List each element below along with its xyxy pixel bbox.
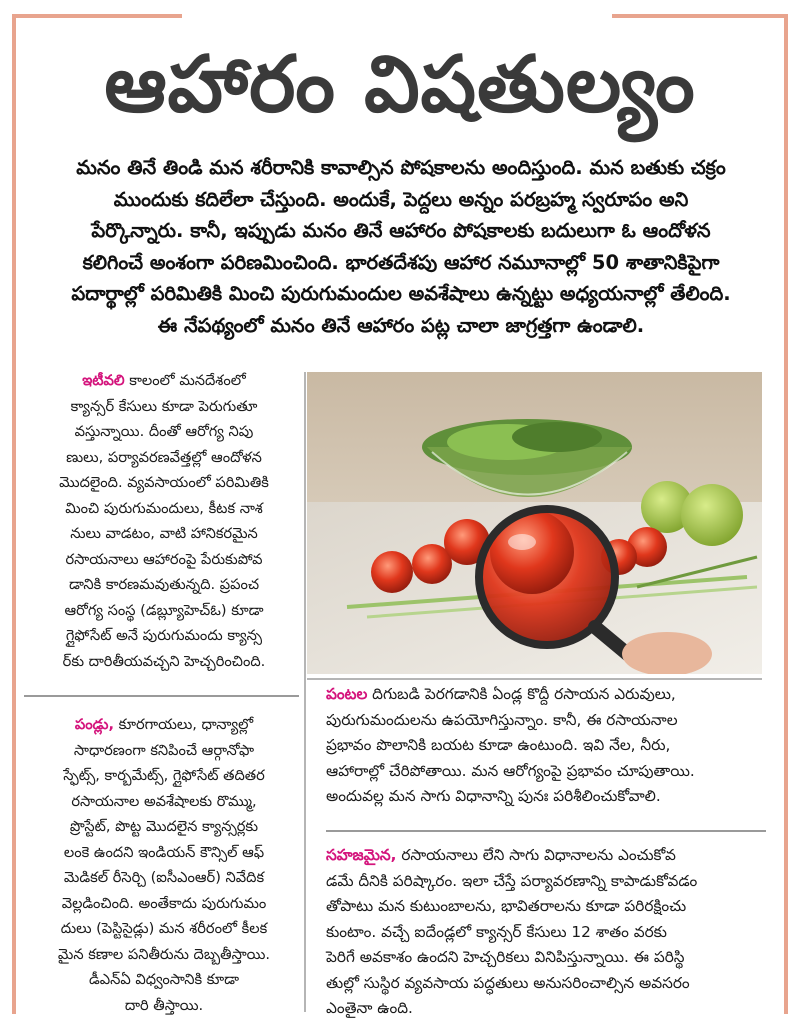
column-divider (304, 372, 306, 1012)
frame-top-left (12, 14, 182, 18)
section-4-line: పెరిగే అవకాశం ఉందని హెచ్చరికలు వినిపిస్తున్నాయి. ఈ పరిస్థి (326, 948, 685, 966)
intro-line: పదార్థాల్లో పరిమితికి మించి పురుగుమందుల అవశేషాలు ఉన్నట్టు అధ్యయనాల్లో తేలింది. (71, 282, 731, 305)
section-2-line: దారి తీస్తాయి. (124, 996, 204, 1014)
section-4-line: కుంటాం. వచ్చే ఐదేండ్లలో క్యాన్సర్ కేసులు 12 శాతం వరకు (326, 922, 667, 941)
section-3-line: ఆహారాల్లో చేరిపోతాయి. మన ఆరోగ్యంపై ప్రభావం చూపుతాయి. (326, 761, 695, 780)
section-2-line: రసాయనాల అవశేషాలకు రొమ్ము, (71, 792, 257, 810)
section-1-line: ర్‌కు దారితీయవచ్చని హెచ్చరించింది. (62, 652, 266, 670)
section-4-line-first (326, 843, 766, 869)
right-divider (326, 830, 766, 832)
photo-illustration (307, 372, 762, 674)
section-1-line: మొదలైంది. వ్యవసాయంలో పరిమితికి (59, 474, 269, 491)
section-2-line: వెల్లడించింది. అంతేకాదు పురుగుమం (61, 894, 267, 912)
section-3-line-first (326, 682, 766, 708)
section-2-line-first (30, 712, 298, 738)
section-4-line: ఎంతైనా ఉంది. (326, 999, 413, 1017)
intro-line: ముందుకు కదిలేలా చేస్తుంది. అందుకే, పెద్దలు అన్నం పరబ్రహ్మ స్వరూపం అని (113, 187, 689, 211)
section-4-line: తోపాటు మన కుటుంబాలను, భావితరాలను కూడా పరిరక్షించు (326, 897, 687, 915)
section-2-line: డీఎన్ఏ విధ్వంసానికి కూడా (88, 971, 240, 988)
frame-left (12, 14, 16, 1014)
section-4-line: డమే దీనికి పరిష్కారం. ఇలా చేస్తే పర్యావరణాన్ని కాపాడుకోవడం (326, 871, 698, 890)
section-3-first-rest: దిగుబడి పెరగడానికి ఏండ్ల కొద్దీ రసాయన ఎరువులు, (367, 685, 676, 703)
section-1-line: నులు వాడటం, వాటి హానికరమైన (70, 525, 258, 542)
section-2-line: స్ఫేట్స్, కార్బమేట్స్, గ్లైఫోసేట్ తదితర (63, 767, 265, 784)
section-4-lead: సహజమైన, (326, 846, 397, 864)
section-1-line-first (30, 368, 298, 394)
section-2-first-rest: కూరగాయలు, ధాన్యాల్లో (114, 716, 254, 733)
section-2-line: సాధారణంగా కనిపించే ఆర్గానోఫా (73, 741, 255, 759)
section-4 (326, 843, 766, 1022)
left-divider (24, 695, 299, 697)
intro-line: మనం తినే తిండి మన శరీరానికి కావాల్సిన పోషకాలను అందిస్తుంది. మన బతుకు చక్రం (76, 156, 726, 179)
section-3 (326, 682, 766, 810)
section-2-line: లంకె ఉందని ఇండియన్ కౌన్సిల్ ఆఫ్ (63, 843, 265, 861)
photo-underline (307, 678, 762, 680)
section-1-line: వస్తున్నాయి. దీంతో ఆరోగ్య నిపు (74, 423, 254, 440)
intro-line: పేర్కొన్నారు. కానీ, ఇప్పుడు మనం తినే ఆహారం పోషకాలకు బదులుగా ఓ ఆందోళన (91, 219, 711, 242)
section-1-line: మించి పురుగుమందులు, కీటక నాశ (65, 499, 263, 517)
headline: ఆహారం విషతుల్యం (104, 40, 696, 130)
section-3-lead: పంటల (326, 685, 368, 703)
section-4-line: తుల్లో సుస్థిర వ్యవసాయ పద్ధతులు అనుసరించాల్సిన అవసరం (326, 973, 690, 992)
section-3-line: ప్రభావం పొలానికి బయట కూడా ఉంటుంది. ఇవి నేల, నీరు, (326, 736, 671, 754)
section-2-line: దులు (పెస్టిసైడ్లు) మన శరీరంలో కీలక (60, 920, 268, 937)
section-4-first-rest: రసాయనాలు లేని సాగు విధానాలను ఎంచుకోవ (396, 846, 676, 864)
section-1-line: ణులు, పర్యావరణవేత్తల్లో ఆందోళన (66, 448, 262, 466)
section-2-line: మైన కణాల పనితీరును దెబ్బతీస్తాయి. (57, 945, 271, 963)
intro-line: ఈ నేపథ్యంలో మనం తినే ఆహారం పట్ల చాలా జాగ్రత్తగా ఉండాలి. (157, 313, 645, 337)
section-1-line: ఆరోగ్య సంస్థ (డబ్ల్యూహెచ్ఓ) కూడా (64, 601, 264, 619)
section-1-first-rest: కాలంలో మనదేశంలో (124, 372, 246, 389)
frame-top-right (612, 14, 788, 18)
intro-line: కలిగించే అంశంగా పరిణమించింది. భారతదేశపు ఆహార నమూనాల్లో 50 శాతానికిపైగా (82, 250, 720, 274)
frame-right (784, 14, 788, 1014)
section-1-line: రసాయనాలు ఆహారంపై పేరుకుపోవ (65, 550, 263, 568)
intro-paragraph (34, 152, 768, 341)
section-3-line: అందువల్ల మన సాగు విధానాన్ని పునః పరిశీలించుకోవాలి. (326, 787, 661, 805)
section-2 (30, 712, 298, 1018)
section-2-line: ప్రొస్టేట్, పొట్ట మొదలైన క్యాన్సర్లకు (69, 818, 259, 835)
section-3-line: పురుగుమందులను ఉపయోగిస్తున్నాం. కానీ, ఈ రసాయనాల (326, 710, 678, 729)
section-1-line: క్యాన్సర్ కేసులు కూడా పెరుగుతూ (70, 397, 258, 415)
section-1 (30, 368, 298, 674)
section-1-lead: ఇటీవలి (82, 372, 125, 389)
section-2-lead: పండ్లు, (74, 716, 115, 733)
section-2-line: మెడికల్ రీసెర్చి (ఐసీఎంఆర్) నివేదిక (63, 869, 265, 886)
magnifier-tomato-photo (307, 372, 762, 674)
section-1-line: గ్లైఫోసేట్ అనే పురుగుమందు క్యాన్స (65, 627, 263, 644)
section-1-line: డానికి కారణమవుతున్నది. ప్రపంచ (68, 576, 260, 593)
